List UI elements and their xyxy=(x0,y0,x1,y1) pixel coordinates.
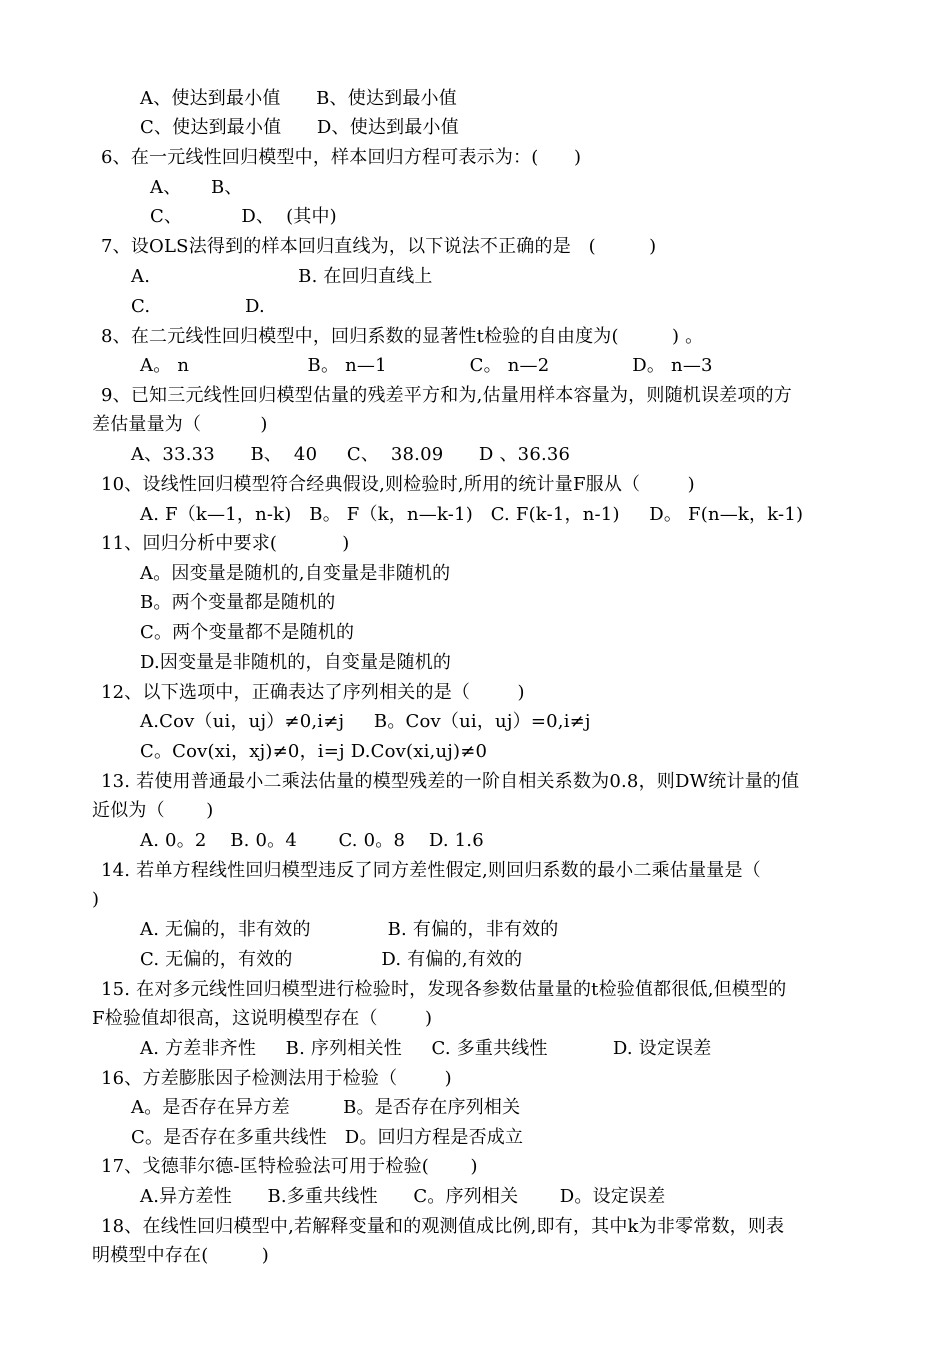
q8-stem: 8、在二元线性回归模型中，回归系数的显著性t检验的自由度为( ) 。 xyxy=(101,326,704,347)
q5-options-ab: A、使达到最小值 B、使达到最小值 xyxy=(140,88,457,109)
q8-options: A。 n B。 n—1 C。 n—2 D。 n—3 xyxy=(140,355,713,376)
q7-options-ab: A. B. 在回归直线上 xyxy=(131,266,433,287)
q17-stem: 17、戈德菲尔德-匡特检验法可用于检验( ) xyxy=(101,1156,478,1177)
q6-options-ab: A、 B、 xyxy=(150,177,243,198)
q9-stem-1: 9、已知三元线性回归模型估量的残差平方和为,估量用样本容量为，则随机误差项的方 xyxy=(101,385,792,406)
q12-options-ab: A.Cov（ui，uj）≠0,i≠j B。Cov（ui，uj）=0,i≠j xyxy=(140,711,591,732)
q7-options-cd: C. D. xyxy=(131,296,265,317)
q7-stem: 7、设OLS法得到的样本回归直线为，以下说法不正确的是 ( ) xyxy=(101,236,657,257)
q12-stem: 12、以下选项中，正确表达了序列相关的是（ ) xyxy=(101,682,525,703)
q6-stem: 6、在一元线性回归模型中，样本回归方程可表示为：( ) xyxy=(101,147,582,168)
q10-options: A. F（k—1，n-k) B。 F（k，n—k-1) C. F(k-1，n-1) D。 F(n—k，k-1) xyxy=(140,504,804,525)
q11-option-b: B。两个变量都是随机的 xyxy=(140,592,336,613)
q15-options: A. 方差非齐性 B. 序列相关性 C. 多重共线性 D. 设定误差 xyxy=(140,1038,712,1059)
q15-stem-2: F检验值却很高，这说明模型存在（ ) xyxy=(92,1008,433,1029)
q16-stem: 16、方差膨胀因子检测法用于检验（ ) xyxy=(101,1068,452,1089)
q12-options-cd: C。Cov(xi，xj)≠0，i=j D.Cov(xi,uj)≠0 xyxy=(140,741,488,762)
q5-options-cd: C、使达到最小值 D、使达到最小值 xyxy=(140,117,459,138)
q18-stem-1: 18、在线性回归模型中,若解释变量和的观测值成比例,即有，其中k为非零常数，则表 xyxy=(101,1216,785,1237)
q17-options: A.异方差性 B.多重共线性 C。序列相关 D。设定误差 xyxy=(140,1186,666,1207)
q11-option-c: C。两个变量都不是随机的 xyxy=(140,622,355,643)
q10-stem: 10、设线性回归模型符合经典假设,则检验时,所用的统计量F服从（ ) xyxy=(101,474,695,495)
q11-stem: 11、回归分析中要求( ) xyxy=(101,533,350,554)
q14-stem-2: ) xyxy=(92,889,100,910)
q15-stem-1: 15. 在对多元线性回归模型进行检验时，发现各参数估量量的t检验值都很低,但模型的 xyxy=(101,979,787,1000)
q14-options-ab: A. 无偏的，非有效的 B. 有偏的，非有效的 xyxy=(140,919,559,940)
q6-options-cd: C、 D、 (其中) xyxy=(150,206,337,227)
q14-options-cd: C. 无偏的，有效的 D. 有偏的,有效的 xyxy=(140,949,523,970)
q18-stem-2: 明模型中存在( ) xyxy=(92,1245,269,1266)
q11-option-d: D.因变量是非随机的，自变量是随机的 xyxy=(140,652,452,673)
q13-stem-1: 13. 若使用普通最小二乘法估量的模型残差的一阶自相关系数为0.8，则DW统计量的值 xyxy=(101,771,800,792)
q16-options-ab: A。是否存在异方差 B。是否存在序列相关 xyxy=(131,1097,521,1118)
q14-stem-1: 14. 若单方程线性回归模型违反了同方差性假定,则回归系数的最小二乘估量量是（ xyxy=(101,860,761,881)
q13-stem-2: 近似为（ ) xyxy=(92,800,214,821)
q9-options: A、33.33 B、 40 C、 38.09 D 、36.36 xyxy=(131,444,571,465)
q13-options: A. 0。2 B. 0。4 C. 0。8 D. 1.6 xyxy=(140,830,484,851)
q16-options-cd: C。是否存在多重共线性 D。回归方程是否成立 xyxy=(131,1127,524,1148)
q11-option-a: A。因变量是随机的,自变量是非随机的 xyxy=(140,563,451,584)
q9-stem-2: 差估量量为（ ) xyxy=(92,414,268,435)
